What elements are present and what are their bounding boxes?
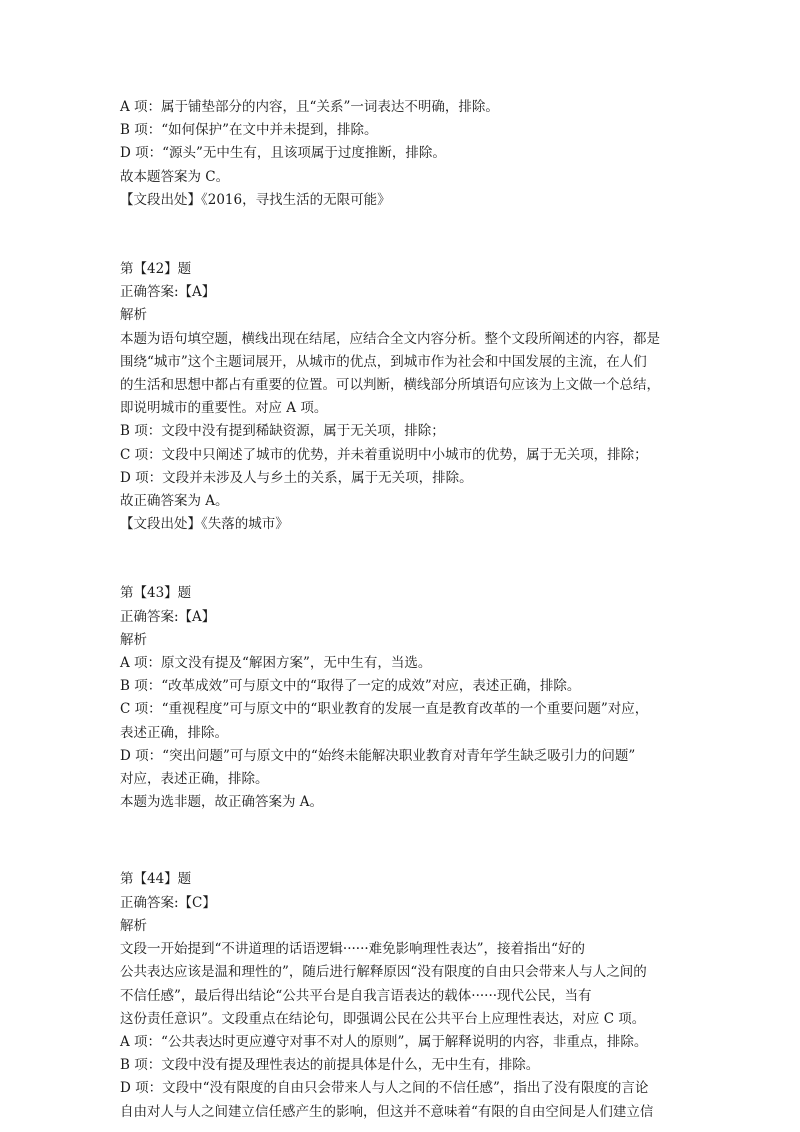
question-title: 第【43】题 [120, 585, 192, 602]
text-line: 故正确答案为 A。 [120, 493, 229, 510]
analysis-label: 解析 [120, 917, 147, 934]
text-line: A 项：属于铺垫部分的内容，且“关系”一词表达不明确，排除。 [120, 99, 499, 115]
text-line: D 项：文段中“没有限度的自由只会带来人与人之间的不信任感”，指出了没有限度的言论 [120, 1080, 649, 1097]
text-line: 不信任感”，最后得出结论“公共平台是自我言语表达的载体······现代公民，当有 [120, 987, 592, 1004]
analysis-label: 解析 [120, 307, 147, 324]
section-gap [120, 536, 682, 582]
text-line: 的生活和思想中都占有重要的位置。可以判断，横线部分所填语句应该为上文做一个总结， [120, 377, 660, 394]
text-line: 围绕“城市”这个主题词展开，从城市的优点，到城市作为社会和中国发展的主流，在人们 [120, 353, 647, 370]
text-line: A 项：“公共表达时更应遵守对事不对人的原则”，属于解释说明的内容，非重点，排除。 [120, 1033, 648, 1050]
text-line: B 项：“改革成效”可与原文中的“取得了一定的成效”对应，表述正确，排除。 [120, 678, 581, 695]
text-line: 这份责任意识”。文段重点在结论句，即强调公民在公共平台上应理性表达，对应 C 项。 [120, 1010, 646, 1027]
text-line: C 项：“重视程度”可与原文中的“职业教育的发展一直是教育改革的一个重要问题”对应， [120, 701, 649, 718]
text-line: 即说明城市的重要性。对应 A 项。 [120, 400, 328, 417]
text-line: 文段一开始提到“不讲道理的话语逻辑······难免影响理性表达”，接着指出“好的 [120, 941, 585, 958]
text-line: D 项：“突出问题”可与原文中的“始终未能解决职业教育对青年学生缺乏吸引力的问题” [120, 747, 636, 764]
text-line: B 项：文段中没有提及理性表达的前提具体是什么，无中生有，排除。 [120, 1057, 540, 1074]
text-line: 自由对人与人之间建立信任感产生的影响，但这并不意味着“有限的自由空间是人们建立信 [120, 1103, 654, 1120]
section-gap [120, 212, 682, 258]
text-line: D 项：“源头”无中生有，且该项属于过度推断，排除。 [120, 145, 446, 162]
analysis-label: 解析 [120, 631, 147, 648]
correct-answer: 正确答案:【A】 [120, 284, 216, 301]
text-line: 表述正确，排除。 [120, 724, 228, 741]
text-line: 本题为选非题，故正确答案为 A。 [120, 794, 324, 811]
correct-answer: 正确答案:【A】 [120, 608, 216, 625]
question-44-section [120, 868, 682, 1123]
text-line: D 项：文段并未涉及人与乡土的关系，属于无关项，排除。 [120, 469, 473, 486]
section-gap [120, 814, 682, 868]
text-line: 对应，表述正确，排除。 [120, 771, 269, 788]
text-line: B 项：文段中没有提到稀缺资源，属于无关项，排除； [120, 423, 445, 440]
question-title: 第【44】题 [120, 871, 192, 888]
text-line: 公共表达应该是温和理性的”，随后进行解释原因“没有限度的自由只会带来人与人之间的 [120, 964, 647, 981]
previous-question-tail [120, 96, 682, 212]
correct-answer: 正确答案:【C】 [120, 894, 216, 911]
source-line: 【文段出处】《失落的城市》 [120, 516, 289, 533]
source-line: 【文段出处】《2016，寻找生活的无限可能》 [120, 191, 391, 208]
question-43-section [120, 582, 682, 814]
question-42-section [120, 258, 682, 536]
text-line: 故本题答案为 C。 [120, 168, 230, 185]
document-page [120, 96, 682, 1124]
text-line: C 项：文段中只阐述了城市的优势，并未着重说明中小城市的优势，属于无关项，排除； [120, 446, 648, 463]
text-line: B 项：“如何保护”在文中并未提到，排除。 [120, 122, 378, 139]
question-title: 第【42】题 [120, 261, 192, 278]
text-line: A 项：原文没有提及“解困方案”，无中生有，当选。 [120, 655, 432, 672]
text-line: 本题为语句填空题，横线出现在结尾，应结合全文内容分析。整个文段所阐述的内容，都是 [120, 330, 660, 347]
